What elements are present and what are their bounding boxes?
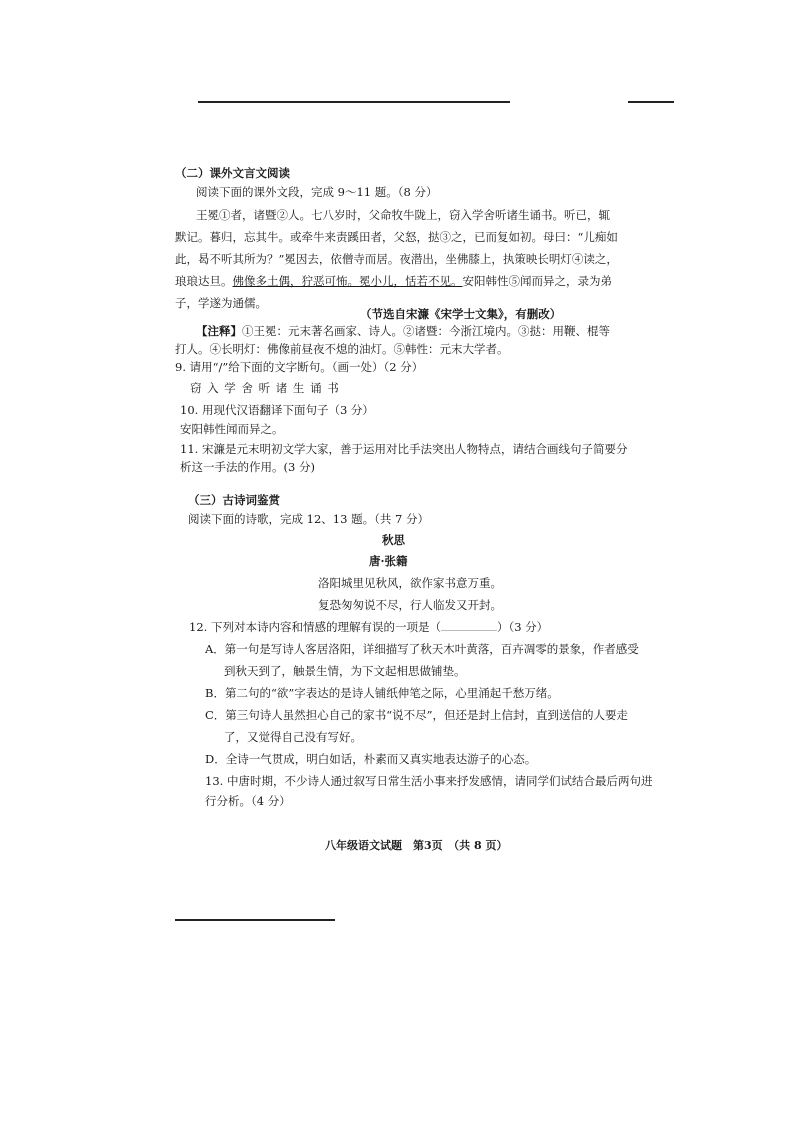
- passage-line-4: [175, 273, 612, 289]
- page-footer: 八年级语文试题 第3页 （共 8 页）: [325, 839, 508, 852]
- option-c-line-1: C．第三句诗人虽然担心自己的家书“说不尽”，但还是封上信封，直到送信的人要走: [205, 708, 629, 722]
- section3-instruction: 阅读下面的诗歌，完成 12、13 题。（共 7 分）: [188, 512, 429, 526]
- q11-line-1: 11. 宋濂是元末明初文学大家，善于运用对比手法突出人物特点，请结合画线句子简要分: [180, 442, 628, 456]
- underlined-sentence: 佛像多土偶，狞恶可怖。冕小儿，恬若不见。: [232, 274, 463, 288]
- section3-heading: （三）古诗词鉴赏: [188, 493, 280, 507]
- section2-heading: （二）课外文言文阅读: [175, 166, 290, 180]
- passage-line-4-end: 安阳韩性⑤闻而异之，录为弟: [462, 274, 612, 288]
- passage-source: （节选自宋濂《宋学士文集》，有删改）: [360, 307, 562, 321]
- answer-blank[interactable]: [441, 620, 497, 631]
- option-c-line-2: 了，又觉得自己没有写好。: [224, 730, 362, 744]
- passage-line-5: 子，学遂为通儒。: [175, 296, 267, 310]
- passage-line-3: 此，曷不听其所为？”冕因去，依僧寺而居。夜潜出，坐佛膝上，执策映长明灯④读之，: [175, 252, 618, 266]
- bottom-scan-line: [175, 919, 335, 921]
- poem-title: 秋思: [382, 533, 405, 547]
- passage-line-4-start: 琅琅达旦。: [175, 274, 233, 288]
- poem-line-1: 洛阳城里见秋风，欲作家书意万重。: [318, 576, 502, 590]
- q12-stem: [189, 619, 548, 635]
- option-a-line-1: A．第一句是写诗人客居洛阳，详细描写了秋天木叶黄落，百卉凋零的景象，作者感受: [205, 642, 639, 656]
- notes-line-1: [196, 323, 610, 339]
- option-b: B．第二句的“欲”字表达的是诗人铺纸伸笔之际，心里涌起千愁万绪。: [205, 686, 559, 700]
- option-d: D．全诗一气贯成，明白如话，朴素而又真实地表达游子的心态。: [205, 752, 537, 766]
- top-right-scan-line: [628, 101, 674, 103]
- section2-instruction: 阅读下面的课外文段，完成 9～11 题。（8 分）: [196, 185, 438, 199]
- q9-sentence: 窃 入 学 舍 听 诸 生 诵 书: [190, 381, 340, 395]
- option-a-line-2: 到秋天到了，触景生情，为下文起相思做铺垫。: [224, 664, 466, 678]
- top-scan-line: [198, 101, 510, 103]
- passage-line-2: 默记。暮归，忘其牛。或牵牛来责蹊田者，父怒，挞③之，已而复如初。母曰：“儿痴如: [175, 230, 618, 244]
- q13-line-1: 13. 中唐时期，不少诗人通过叙写日常生活小事来抒发感情，请同学们试结合最后两句进: [205, 774, 653, 788]
- q12-stem-start: 12. 下列对本诗内容和情感的理解有误的一项是（: [189, 620, 441, 634]
- q9-text: 9. 请用“/”给下面的文字断句。（画一处）（2 分）: [175, 360, 424, 374]
- poem-line-2: 复恐匆匆说不尽，行人临发又开封。: [318, 598, 502, 612]
- notes-text-1: ①王冕：元末著名画家、诗人。②诸暨：今浙江境内。③挞：用鞭、棍等: [242, 324, 610, 338]
- q13-line-2: 行分析。（4 分）: [205, 794, 291, 808]
- q10-sentence: 安阳韩性闻而异之。: [180, 422, 284, 436]
- notes-line-2: 打人。④长明灯：佛像前昼夜不熄的油灯。⑤韩性：元末大学者。: [175, 342, 509, 356]
- poem-author: 唐·张籍: [369, 554, 408, 568]
- q10-text: 10. 用现代汉语翻译下面句子（3 分）: [180, 403, 374, 417]
- passage-line-1: 王冕①者，诸暨②人。七八岁时，父命牧牛陇上，窃入学舍听诸生诵书。听已，辄: [196, 208, 610, 222]
- q12-stem-end: ）（3 分）: [496, 620, 549, 634]
- q11-line-2: 析这一手法的作用。(3 分): [180, 460, 315, 474]
- notes-label: 【注释】: [196, 324, 242, 338]
